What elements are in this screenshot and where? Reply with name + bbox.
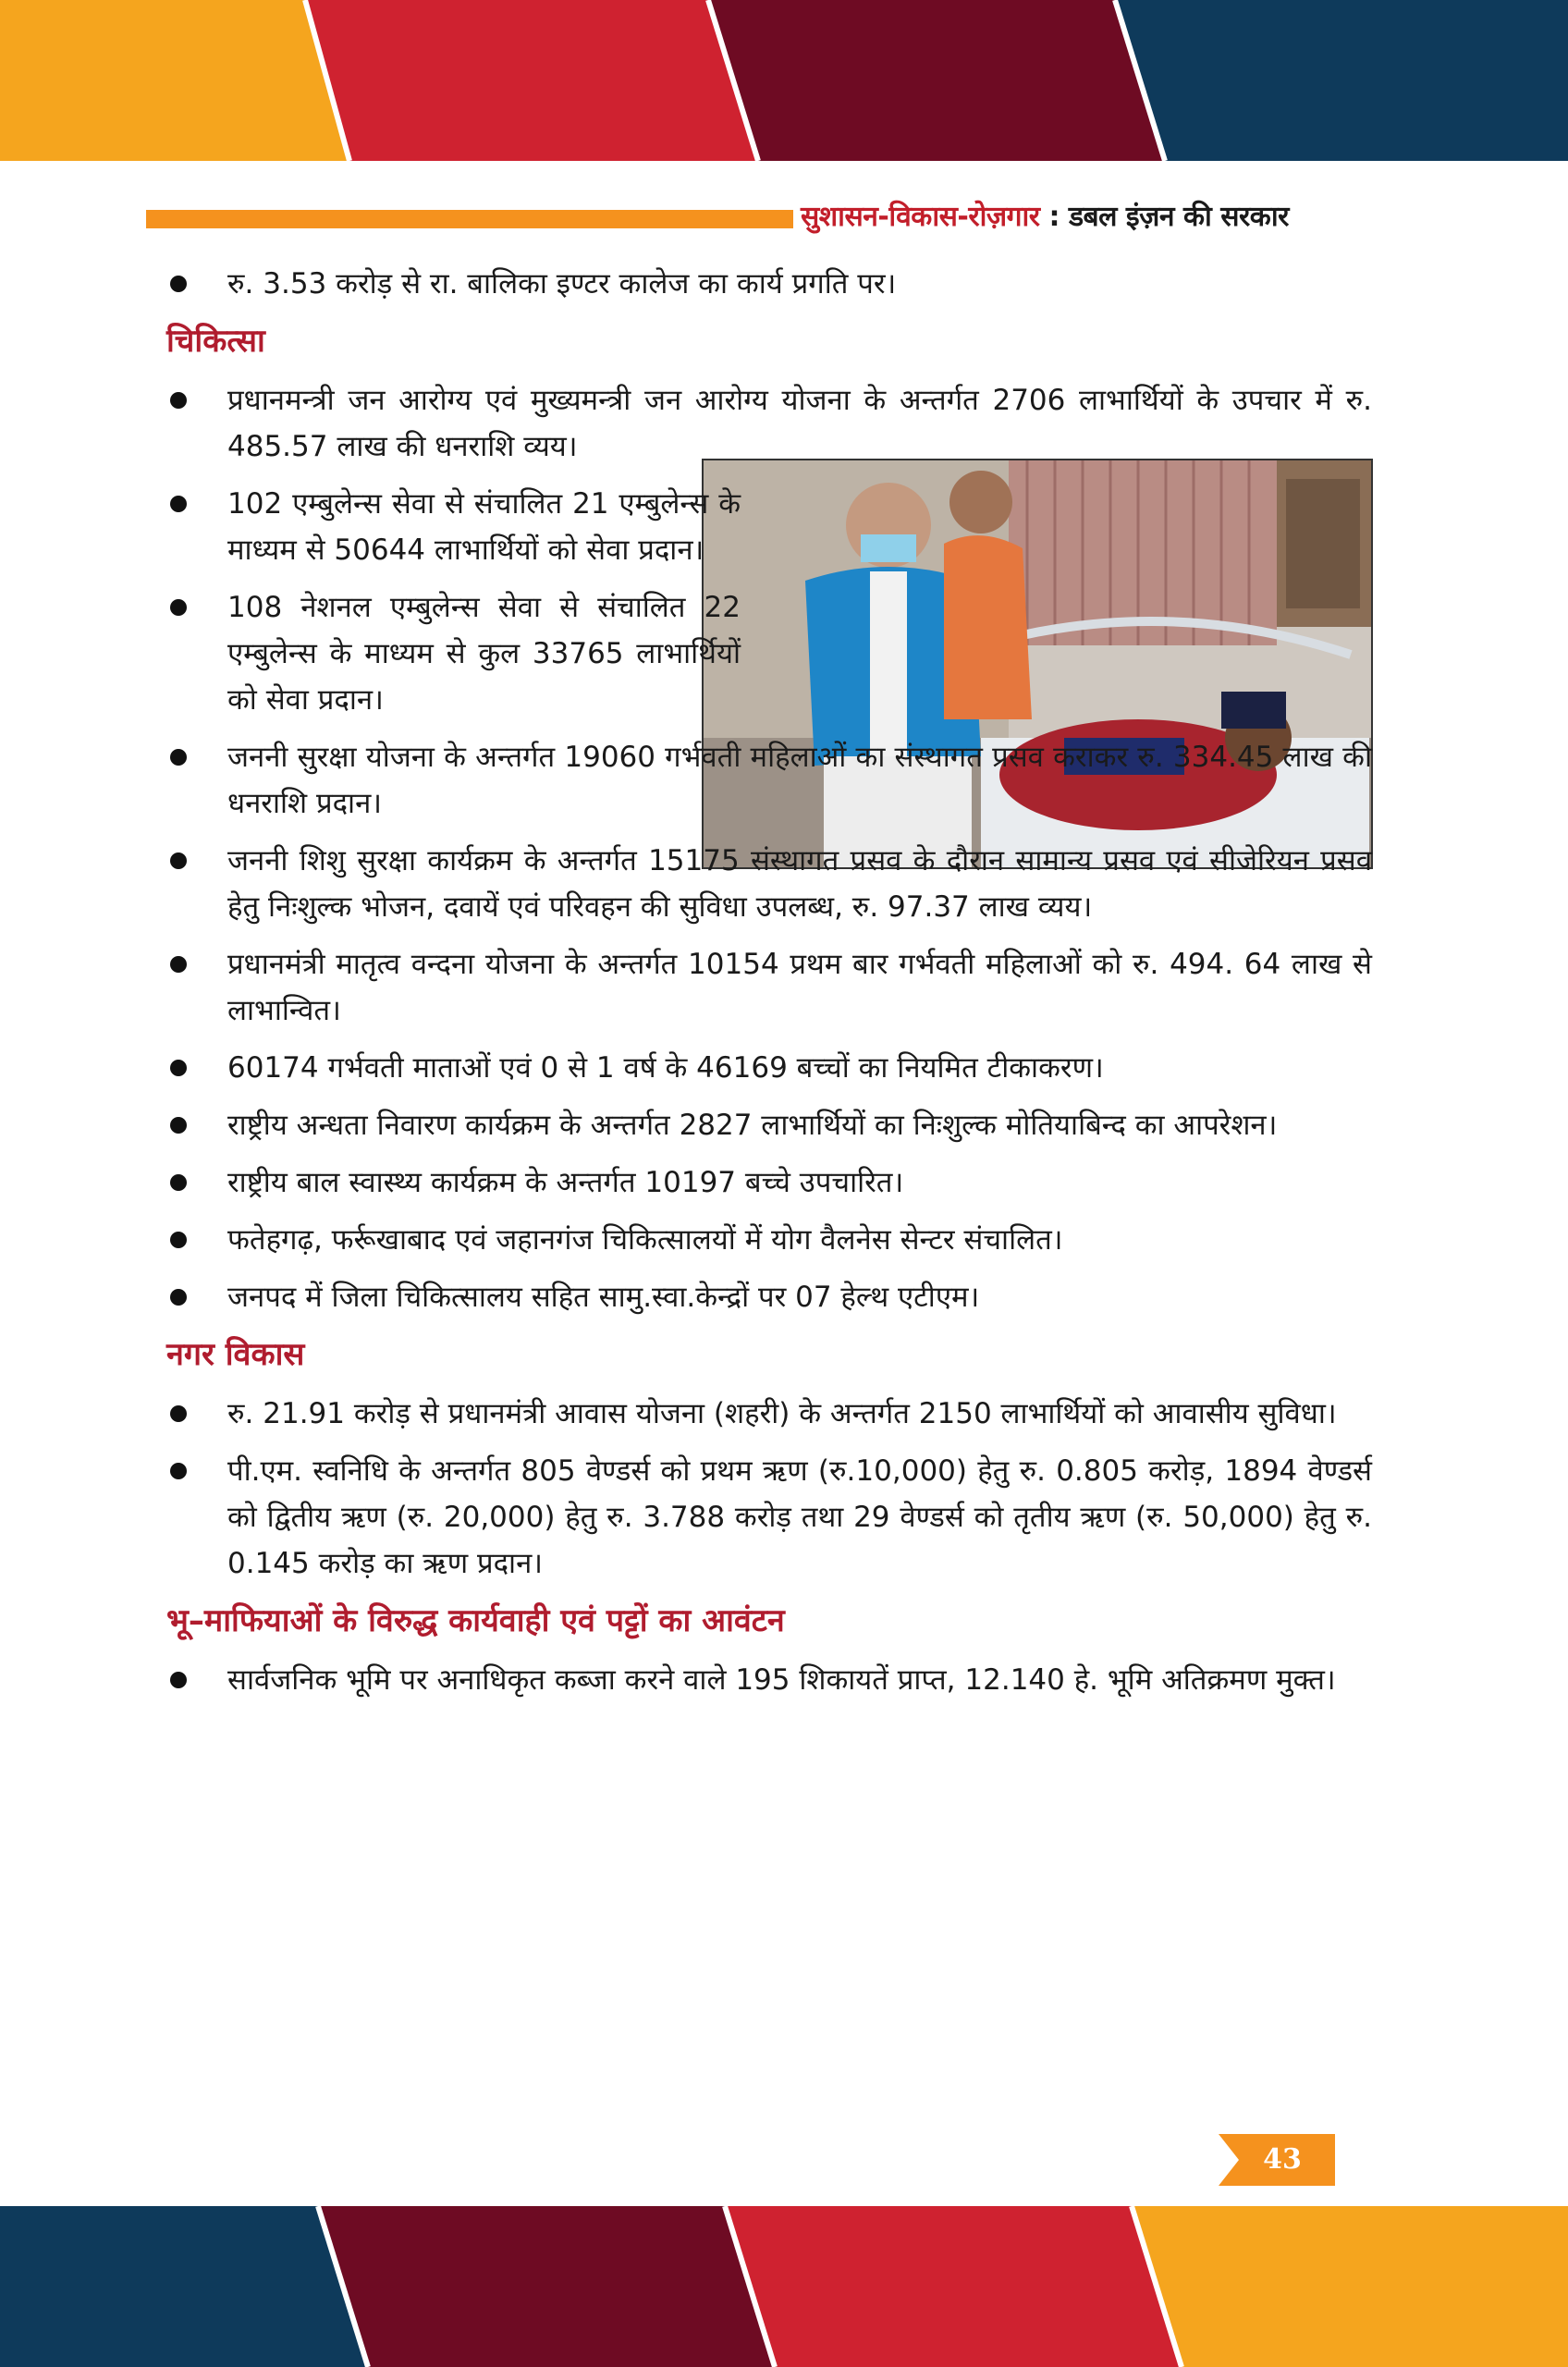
header-title-part2: : डबल इंज़न की सरकार [1048, 201, 1289, 233]
section-heading-health: चिकित्सा [166, 323, 265, 360]
list-item: राष्ट्रीय बाल स्वास्थ्य कार्यक्रम के अन्तर्गत 10197 बच्चे उपचारित। [166, 1159, 1372, 1206]
section-heading-land: भू–माफियाओं के विरुद्ध कार्यवाही एवं पट्टों का आवंटन [166, 1602, 785, 1639]
header-title [801, 196, 1289, 234]
top-color-band [0, 0, 1568, 161]
bullet-icon [170, 749, 187, 766]
bullet-icon [170, 1463, 187, 1479]
list-item: फतेहगढ़, फर्रूखाबाद एवं जहानगंज चिकित्सालयों में योग वैलनेस सेन्टर संचालित। [166, 1217, 1372, 1263]
list-item: जनपद में जिला चिकित्सालय सहित सामु.स्वा.केन्द्रों पर 07 हेल्थ एटीएम। [166, 1274, 1372, 1320]
list-item: 60174 गर्भवती माताओं एवं 0 से 1 वर्ष के 46169 बच्चों का नियमित टीकाकरण। [166, 1045, 1372, 1091]
bullet-icon [170, 1405, 187, 1422]
header-rule [146, 210, 793, 228]
header-title-part1: सुशासन-विकास-रोज़गार [801, 201, 1040, 233]
bullet-icon [170, 1289, 187, 1306]
list-item: 102 एम्बुलेन्स सेवा से संचालित 21 एम्बुलेन्स के माध्यम से 50644 लाभार्थियों को सेवा प्रदान। [166, 481, 741, 573]
bullet-icon [170, 956, 187, 973]
list-item: सार्वजनिक भूमि पर अनाधिकृत कब्जा करने वाले 195 शिकायतें प्राप्त, 12.140 हे. भूमि अतिक्रमण मुक्त। [166, 1657, 1372, 1703]
main-content [166, 261, 1372, 1714]
list-item: जननी शिशु सुरक्षा कार्यक्रम के अन्तर्गत 15175 संस्थागत प्रसव के दौरान सामान्य प्रसव एवं सीजेरियन प्रसव हेतु निःशुल्क भोजन, दवायें एवं परिवहन की सुविधा उपलब्ध, रु. 97.37 लाख व्यय। [166, 838, 1372, 930]
bullet-icon [170, 276, 187, 292]
page-number: 43 [1263, 2143, 1302, 2176]
list-item: प्रधानमंत्री मातृत्व वन्दना योजना के अन्तर्गत 10154 प्रथम बार गर्भवती महिलाओं को रु. 494. 64 लाख से लाभान्वित। [166, 941, 1372, 1034]
list-item: रु. 3.53 करोड़ से रा. बालिका इण्टर कालेज का कार्य प्रगति पर। [166, 261, 1372, 307]
bullet-icon [170, 1232, 187, 1248]
bottom-color-band [0, 2206, 1568, 2367]
bullet-icon [170, 1174, 187, 1191]
bullet-icon [170, 1117, 187, 1134]
bullet-icon [170, 1060, 187, 1076]
bullet-icon [170, 392, 187, 409]
list-item: राष्ट्रीय अन्धता निवारण कार्यक्रम के अन्तर्गत 2827 लाभार्थियों का निःशुल्क मोतियाबिन्द का आपरेशन। [166, 1102, 1372, 1148]
bullet-icon [170, 1672, 187, 1688]
section-heading-urban: नगर विकास [166, 1336, 305, 1373]
list-item: प्रधानमन्त्री जन आरोग्य एवं मुख्यमन्त्री जन आरोग्य योजना के अन्तर्गत 2706 लाभार्थियों के उपचार में रु. 485.57 लाख की धनराशि व्यय। [166, 377, 1372, 470]
list-item: जननी सुरक्षा योजना के अन्तर्गत 19060 गर्भवती महिलाओं का संस्थागत प्रसव कराकर रु. 334.45 लाख की धनराशि प्रदान। [166, 734, 1372, 827]
list-item: पी.एम. स्वनिधि के अन्तर्गत 805 वेण्डर्स को प्रथम ऋण (रु.10,000) हेतु रु. 0.805 करोड़, 1894 वेण्डर्स को द्वितीय ऋण (रु. 20,000) हेतु रु. 3.788 करोड़ तथा 29 वेण्डर्स को तृतीय ऋण (रु. 50,000) हेतु रु. 0.145 करोड़ का ऋण प्रदान। [166, 1448, 1372, 1587]
bullet-icon [170, 496, 187, 512]
bullet-icon [170, 599, 187, 616]
list-item: 108 नेशनल एम्बुलेन्स सेवा से संचालित 22 एम्बुलेन्स के माध्यम से कुल 33765 लाभार्थियों को सेवा प्रदान। [166, 584, 741, 723]
bullet-icon [170, 852, 187, 869]
list-item: रु. 21.91 करोड़ से प्रधानमंत्री आवास योजना (शहरी) के अन्तर्गत 2150 लाभार्थियों को आवासीय सुविधा। [166, 1391, 1372, 1437]
